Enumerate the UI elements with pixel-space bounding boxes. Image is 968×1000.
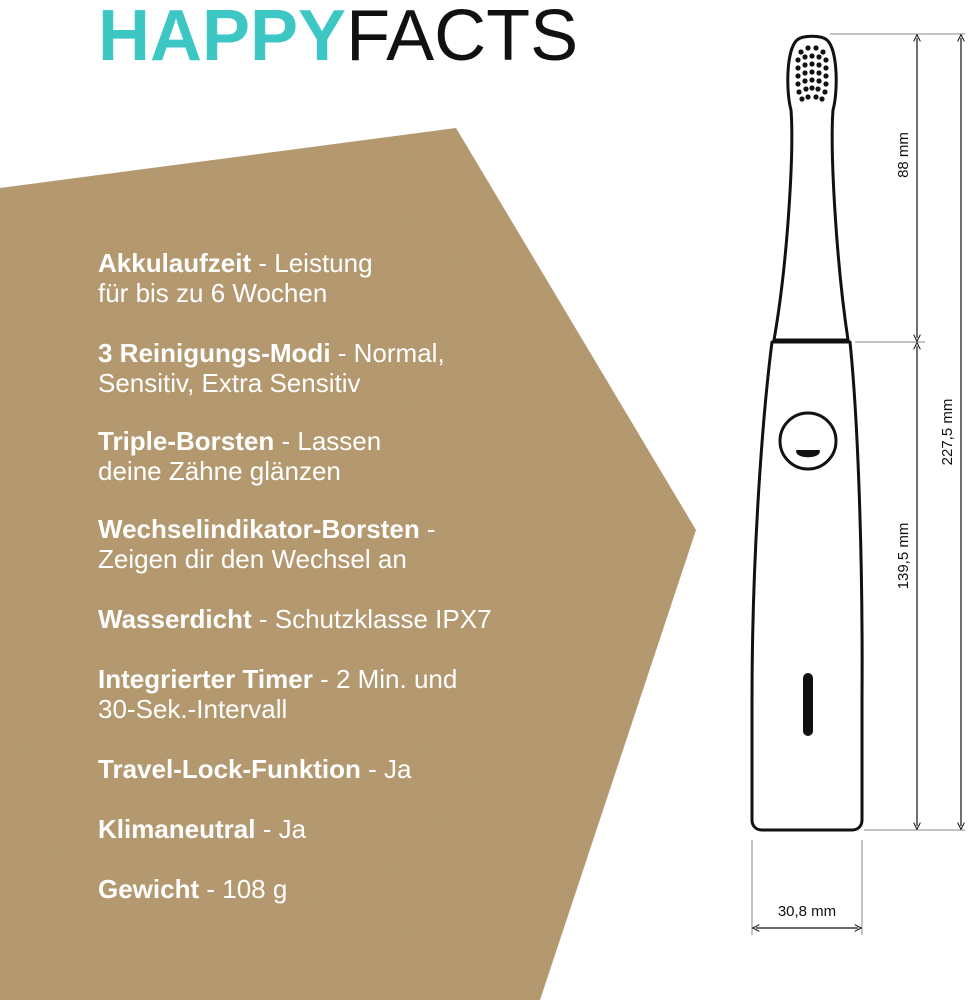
fact-key: Travel-Lock-Funktion <box>98 754 361 784</box>
fact-value-line1: 108 g <box>222 874 288 904</box>
fact-separator: - <box>419 514 436 544</box>
title-accent: HAPPY <box>98 0 347 76</box>
fact-value-line2: Sensitiv, Extra Sensitiv <box>98 368 361 398</box>
fact-value-line2: deine Zähne glänzen <box>98 456 341 486</box>
title-rest: FACTS <box>346 0 579 76</box>
mode-indicator-icon <box>803 673 813 736</box>
fact-value-line1: 2 Min. und <box>335 664 458 694</box>
fact-separator: - <box>251 248 275 278</box>
fact-key: 3 Reinigungs-Modi <box>98 338 331 368</box>
fact-value-line1: Schutzklasse IPX7 <box>274 604 492 634</box>
fact-value-line1: Ja <box>278 814 307 844</box>
fact-key: Wasserdicht <box>98 604 252 634</box>
dimension-handle-label: 139,5 mm <box>895 522 912 590</box>
fact-key: Akkulaufzeit <box>98 248 252 278</box>
brush-head-icon <box>774 36 848 340</box>
fact-value-line1: Lassen <box>297 426 382 456</box>
fact-separator: - <box>255 814 279 844</box>
power-button-icon <box>780 413 836 469</box>
fact-value-line2: Zeigen dir den Wechsel an <box>98 544 407 574</box>
dimension-width-label: 30,8 mm <box>777 903 837 920</box>
fact-value-line1: Ja <box>384 754 412 784</box>
fact-separator: - <box>360 754 385 784</box>
fact-separator: - <box>199 874 223 904</box>
fact-value-line1: Normal, <box>353 338 445 368</box>
fact-separator: - <box>251 604 275 634</box>
fact-separator: - <box>312 664 336 694</box>
dimension-total-label: 227,5 mm <box>939 398 956 466</box>
fact-value-line1: Leistung <box>274 248 373 278</box>
fact-separator: - <box>274 426 298 456</box>
fact-value-line2: 30-Sek.-Intervall <box>98 694 288 724</box>
fact-separator: - <box>330 338 354 368</box>
handle-icon <box>752 342 862 830</box>
fact-key: Gewicht <box>98 874 200 904</box>
fact-key: Triple-Borsten <box>98 426 275 456</box>
fact-value-line2: für bis zu 6 Wochen <box>98 278 328 308</box>
fact-key: Wechselindikator-Borsten <box>98 514 420 544</box>
fact-key: Integrierter Timer <box>98 664 313 694</box>
fact-key: Klimaneutral <box>98 814 256 844</box>
dimension-head-label: 88 mm <box>895 132 912 178</box>
